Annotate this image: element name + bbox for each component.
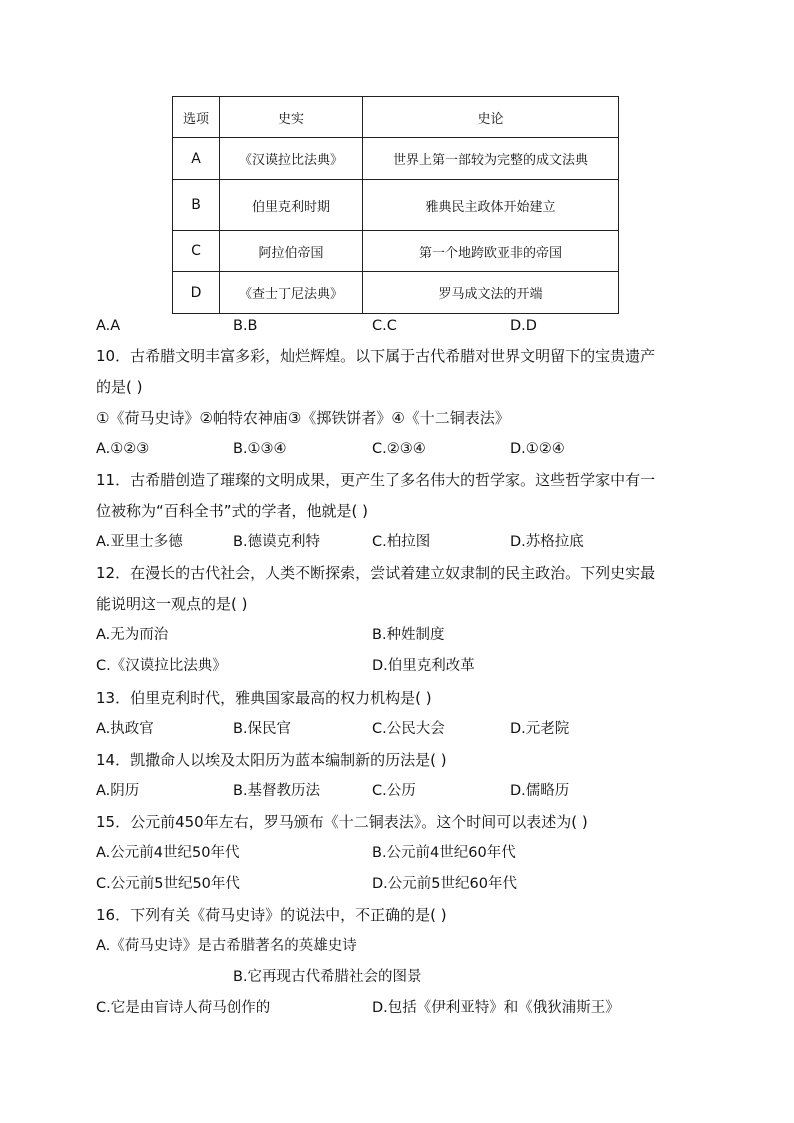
q13-stem: 13．伯里克利时代，雅典国家最高的权力机构是( ) bbox=[96, 689, 432, 707]
row-thesis: 雅典民主政体开始建立 bbox=[363, 180, 619, 231]
table-row bbox=[173, 138, 619, 180]
q10-stem-line2: 的是( ) bbox=[96, 378, 143, 396]
q12-option-c[interactable]: C.《汉谟拉比法典》 bbox=[96, 658, 227, 674]
q11-option-d[interactable]: D.苏格拉底 bbox=[510, 534, 584, 550]
q13-option-d[interactable]: D.元老院 bbox=[510, 721, 570, 737]
q9-option-d[interactable]: D.D bbox=[510, 318, 537, 334]
q14-option-a[interactable]: A.阴历 bbox=[96, 783, 140, 799]
q12-stem-line1: 12．在漫长的古代社会，人类不断探索，尝试着建立奴隶制的民主政治。下列史实最 bbox=[96, 564, 656, 582]
header-fact: 史实 bbox=[220, 97, 363, 138]
q10-items: ①《荷马史诗》②帕特农神庙③《掷铁饼者》④《十二铜表法》 bbox=[96, 409, 510, 427]
q12-option-b[interactable]: B.种姓制度 bbox=[372, 627, 445, 643]
q11-stem-line1: 11．古希腊创造了璀璨的文明成果，更产生了多名伟大的哲学家。这些哲学家中有一 bbox=[96, 471, 656, 489]
table-row bbox=[173, 231, 619, 272]
row-option: C bbox=[173, 231, 220, 272]
row-fact: 《汉谟拉比法典》 bbox=[220, 138, 363, 180]
row-fact: 阿拉伯帝国 bbox=[220, 231, 363, 272]
q9-option-a[interactable]: A.A bbox=[96, 318, 121, 334]
row-option: A bbox=[173, 138, 220, 180]
q15-option-d[interactable]: D.公元前5世纪60年代 bbox=[372, 876, 517, 892]
table-row bbox=[173, 180, 619, 231]
q12-stem-line2: 能说明这一观点的是( ) bbox=[96, 595, 248, 613]
q16-stem: 16．下列有关《荷马史诗》的说法中，不正确的是( ) bbox=[96, 906, 447, 924]
q16-option-d[interactable]: D.包括《伊利亚特》和《俄狄浦斯王》 bbox=[372, 1000, 620, 1016]
row-fact: 伯里克利时期 bbox=[220, 180, 363, 231]
q11-stem-line2: 位被称为“百科全书”式的学者，他就是( ) bbox=[96, 502, 369, 520]
q14-option-c[interactable]: C.公历 bbox=[372, 783, 416, 799]
row-option: D bbox=[173, 272, 220, 314]
q13-option-a[interactable]: A.执政官 bbox=[96, 721, 154, 737]
row-thesis: 罗马成文法的开端 bbox=[363, 272, 619, 314]
q10-option-c[interactable]: C.②③④ bbox=[372, 441, 426, 457]
q10-option-d[interactable]: D.①②④ bbox=[510, 441, 565, 457]
q15-option-b[interactable]: B.公元前4世纪60年代 bbox=[372, 845, 516, 861]
q15-option-a[interactable]: A.公元前4世纪50年代 bbox=[96, 845, 240, 861]
q15-option-c[interactable]: C.公元前5世纪50年代 bbox=[96, 876, 240, 892]
q10-stem-line1: 10．古希腊文明丰富多彩，灿烂辉煌。以下属于古代希腊对世界文明留下的宝贵遗产 bbox=[96, 347, 656, 365]
q15-stem: 15．公元前450年左右，罗马颁布《十二铜表法》。这个时间可以表述为( ) bbox=[96, 813, 588, 831]
row-thesis: 世界上第一部较为完整的成文法典 bbox=[363, 138, 619, 180]
history-table bbox=[172, 96, 619, 314]
q13-option-b[interactable]: B.保民官 bbox=[233, 721, 292, 737]
q10-option-a[interactable]: A.①②③ bbox=[96, 441, 150, 457]
q11-option-c[interactable]: C.柏拉图 bbox=[372, 534, 431, 550]
q10-option-b[interactable]: B.①③④ bbox=[233, 441, 287, 457]
table-header-row bbox=[173, 97, 619, 138]
header-thesis: 史论 bbox=[363, 97, 619, 138]
q11-option-a[interactable]: A.亚里士多德 bbox=[96, 534, 183, 550]
header-option: 选项 bbox=[173, 97, 220, 138]
q12-option-d[interactable]: D.伯里克利改革 bbox=[372, 658, 475, 674]
q14-option-d[interactable]: D.儒略历 bbox=[510, 783, 570, 799]
q9-option-c[interactable]: C.C bbox=[372, 318, 397, 334]
q16-option-b[interactable]: B.它再现古代希腊社会的图景 bbox=[233, 969, 422, 985]
q12-option-a[interactable]: A.无为而治 bbox=[96, 627, 169, 643]
row-option: B bbox=[173, 180, 220, 231]
q13-option-c[interactable]: C.公民大会 bbox=[372, 721, 445, 737]
row-fact: 《查士丁尼法典》 bbox=[220, 272, 363, 314]
q14-option-b[interactable]: B.基督教历法 bbox=[233, 783, 321, 799]
q9-option-b[interactable]: B.B bbox=[233, 318, 258, 334]
row-thesis: 第一个地跨欧亚非的帝国 bbox=[363, 231, 619, 272]
q16-option-a[interactable]: A.《荷马史诗》是古希腊著名的英雄史诗 bbox=[96, 938, 357, 954]
table-row bbox=[173, 272, 619, 314]
q11-option-b[interactable]: B.德谟克利特 bbox=[233, 534, 321, 550]
q16-option-c[interactable]: C.它是由盲诗人荷马创作的 bbox=[96, 1000, 271, 1016]
q14-stem: 14．凯撒命人以埃及太阳历为蓝本编制新的历法是( ) bbox=[96, 751, 447, 769]
